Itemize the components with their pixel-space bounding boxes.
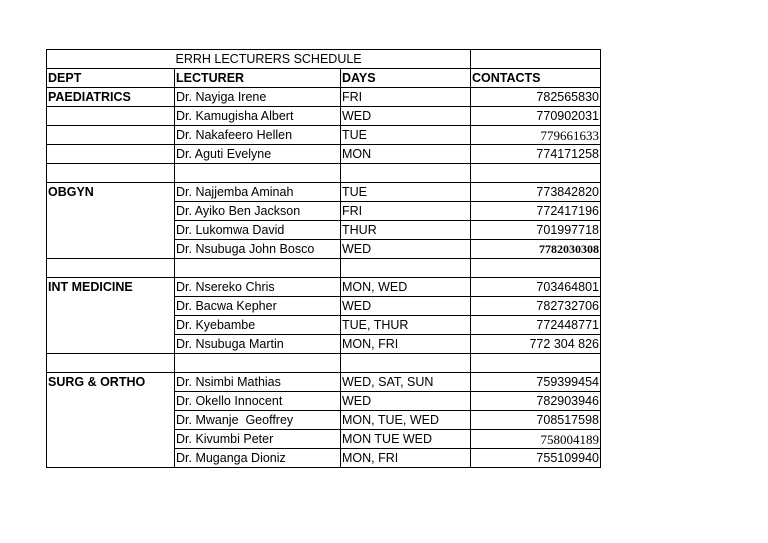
table-row: [47, 449, 601, 468]
dept-cell: OBGYN: [47, 183, 175, 202]
lecturer-cell: Dr. Kamugisha Albert: [175, 107, 341, 126]
days-cell: WED: [341, 297, 471, 316]
table-row: [47, 221, 601, 240]
dept-cell-empty: [47, 145, 175, 164]
header-dept: DEPT: [47, 69, 175, 88]
table-row: [47, 240, 601, 259]
contact-cell: 772 304 826: [471, 335, 601, 354]
dept-cell-empty: [47, 107, 175, 126]
days-cell: MON, TUE, WED: [341, 411, 471, 430]
lecturers-schedule-table: [46, 49, 601, 468]
table-row: [47, 88, 601, 107]
contact-cell: 782732706: [471, 297, 601, 316]
dept-cell-empty: [47, 449, 175, 468]
title-contacts-blank: [471, 50, 601, 69]
contact-cell: 758004189: [471, 430, 601, 449]
spacer-cell: [471, 354, 601, 373]
dept-cell-empty: [47, 297, 175, 316]
lecturer-cell: Dr. Nakafeero Hellen: [175, 126, 341, 145]
dept-cell-empty: [47, 392, 175, 411]
spacer-row: [47, 354, 601, 373]
lecturer-cell: Dr. Mwanje Geoffrey: [175, 411, 341, 430]
contact-cell: 755109940: [471, 449, 601, 468]
contact-cell: 701997718: [471, 221, 601, 240]
dept-cell-empty: [47, 202, 175, 221]
dept-cell-empty: [47, 126, 175, 145]
table-row: [47, 107, 601, 126]
table-row: [47, 145, 601, 164]
lecturer-cell: Dr. Kivumbi Peter: [175, 430, 341, 449]
dept-cell: INT MEDICINE: [47, 278, 175, 297]
days-cell: WED: [341, 392, 471, 411]
lecturer-cell: Dr. Ayiko Ben Jackson: [175, 202, 341, 221]
spacer-cell: [471, 164, 601, 183]
contact-cell: 759399454: [471, 373, 601, 392]
lecturer-cell: Dr. Kyebambe: [175, 316, 341, 335]
spacer-cell: [47, 164, 175, 183]
title-blank-cell: [47, 50, 175, 69]
days-cell: WED, SAT, SUN: [341, 373, 471, 392]
table-row: [47, 278, 601, 297]
days-cell: MON TUE WED: [341, 430, 471, 449]
lecturer-cell: Dr. Aguti Evelyne: [175, 145, 341, 164]
dept-cell: PAEDIATRICS: [47, 88, 175, 107]
contact-cell: 770902031: [471, 107, 601, 126]
contact-cell: 782565830: [471, 88, 601, 107]
dept-cell-empty: [47, 316, 175, 335]
table-row: [47, 297, 601, 316]
table-row: [47, 126, 601, 145]
days-cell: WED: [341, 240, 471, 259]
spacer-row: [47, 164, 601, 183]
days-cell: TUE, THUR: [341, 316, 471, 335]
spacer-cell: [47, 354, 175, 373]
days-cell: WED: [341, 107, 471, 126]
dept-cell-empty: [47, 335, 175, 354]
table-row: [47, 335, 601, 354]
lecturer-cell: Dr. Nsereko Chris: [175, 278, 341, 297]
table-row: [47, 430, 601, 449]
dept-cell-empty: [47, 221, 175, 240]
lecturer-cell: Dr. Bacwa Kepher: [175, 297, 341, 316]
spacer-cell: [341, 164, 471, 183]
contact-cell: 708517598: [471, 411, 601, 430]
table-row: [47, 411, 601, 430]
header-days: DAYS: [341, 69, 471, 88]
spacer-cell: [47, 259, 175, 278]
days-cell: TUE: [341, 183, 471, 202]
contact-cell: 779661633: [471, 126, 601, 145]
dept-cell: SURG & ORTHO: [47, 373, 175, 392]
table-row: [47, 373, 601, 392]
spacer-cell: [175, 164, 341, 183]
dept-cell-empty: [47, 240, 175, 259]
days-cell: MON, FRI: [341, 449, 471, 468]
spacer-cell: [341, 259, 471, 278]
lecturer-cell: Dr. Okello Innocent: [175, 392, 341, 411]
spacer-cell: [471, 259, 601, 278]
days-cell: MON, WED: [341, 278, 471, 297]
lecturer-cell: Dr. Muganga Dioniz: [175, 449, 341, 468]
contact-cell: 773842820: [471, 183, 601, 202]
contact-cell: 772417196: [471, 202, 601, 221]
days-cell: MON, FRI: [341, 335, 471, 354]
contact-cell: 772448771: [471, 316, 601, 335]
dept-cell-empty: [47, 411, 175, 430]
contact-cell: 7782030308: [471, 240, 601, 259]
days-cell: FRI: [341, 202, 471, 221]
lecturer-cell: Dr. Nayiga Irene: [175, 88, 341, 107]
spacer-cell: [175, 354, 341, 373]
table-row: [47, 316, 601, 335]
spacer-cell: [175, 259, 341, 278]
days-cell: MON: [341, 145, 471, 164]
schedule-title: ERRH LECTURERS SCHEDULE: [175, 50, 471, 69]
contact-cell: 703464801: [471, 278, 601, 297]
table-row: [47, 392, 601, 411]
days-cell: TUE: [341, 126, 471, 145]
table-row: [47, 183, 601, 202]
lecturer-cell: Dr. Najjemba Aminah: [175, 183, 341, 202]
lecturer-cell: Dr. Lukomwa David: [175, 221, 341, 240]
title-row: [47, 50, 601, 69]
contact-cell: 782903946: [471, 392, 601, 411]
lecturer-cell: Dr. Nsubuga John Bosco: [175, 240, 341, 259]
table-row: [47, 202, 601, 221]
spacer-cell: [341, 354, 471, 373]
lecturer-cell: Dr. Nsimbi Mathias: [175, 373, 341, 392]
days-cell: FRI: [341, 88, 471, 107]
lecturer-cell: Dr. Nsubuga Martin: [175, 335, 341, 354]
dept-cell-empty: [47, 430, 175, 449]
header-lecturer: LECTURER: [175, 69, 341, 88]
header-row: [47, 69, 601, 88]
header-contacts: CONTACTS: [471, 69, 601, 88]
spacer-row: [47, 259, 601, 278]
contact-cell: 774171258: [471, 145, 601, 164]
days-cell: THUR: [341, 221, 471, 240]
